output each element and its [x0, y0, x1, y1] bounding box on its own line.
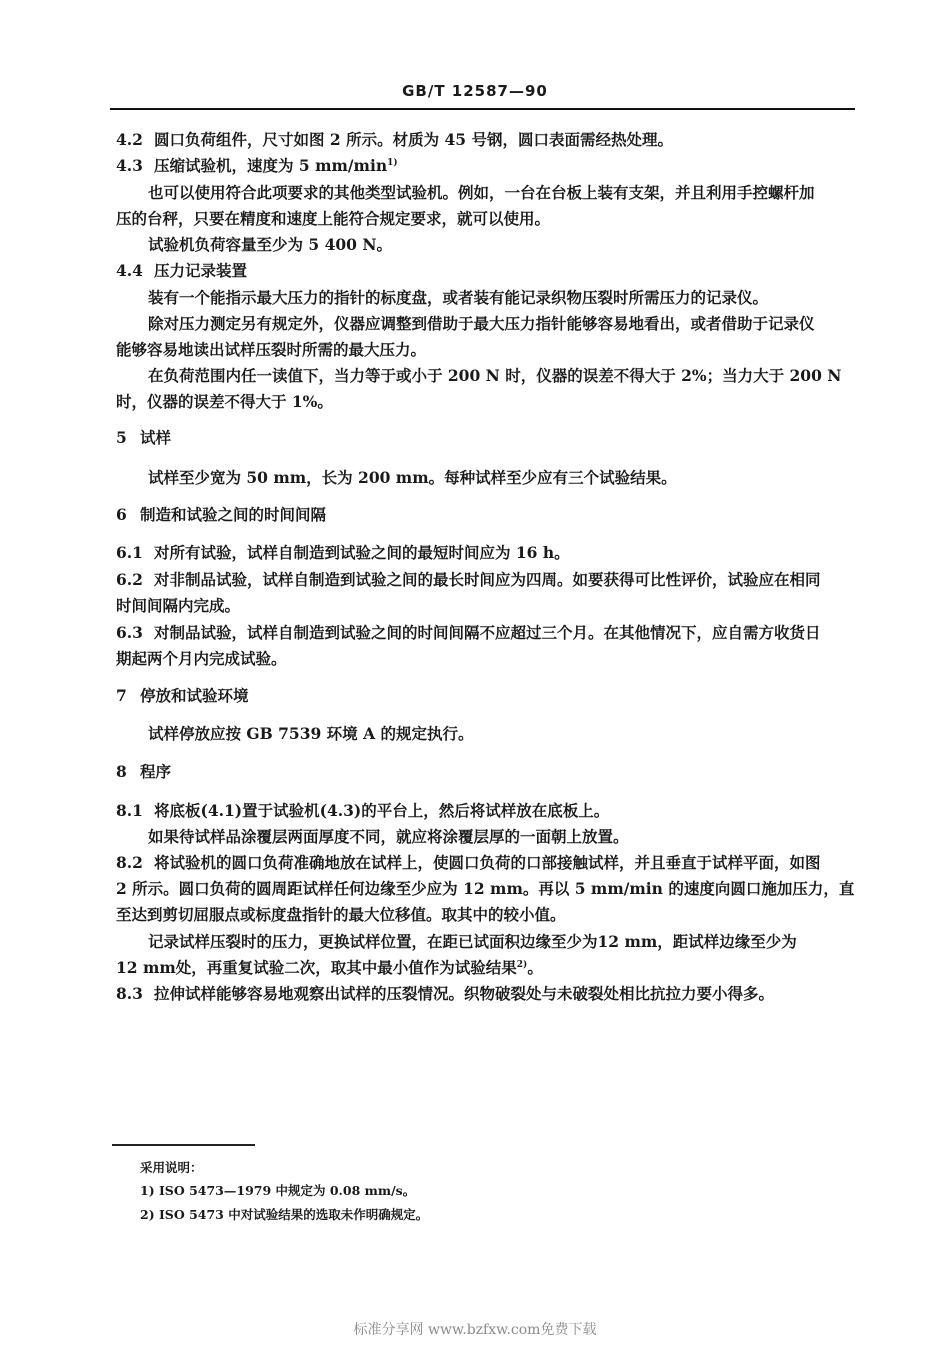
- clause-number: 4.4: [116, 261, 143, 280]
- header-rule: [110, 108, 855, 110]
- paragraph: 至达到剪切屈服点或标度盘指针的最大位移值。取其中的较小值。: [116, 905, 566, 924]
- paragraph: 试验机负荷容量至少为 5 400 N。: [148, 235, 392, 254]
- standard-code-header: GB/T 12587—90: [402, 82, 548, 100]
- clause-number: 4.2: [116, 130, 143, 149]
- paragraph: [116, 958, 543, 978]
- clause-6-2: [116, 570, 821, 590]
- section-number: 5: [116, 428, 127, 447]
- clause-number: 8.2: [116, 853, 143, 872]
- footnote-1: 1) ISO 5473—1979 中规定为 0.08 mm/s。: [140, 1183, 416, 1198]
- section-title: 制造和试验之间的时间间隔: [140, 505, 327, 524]
- clause-8-1: [116, 801, 609, 821]
- clause-8-2: [116, 853, 821, 873]
- footnote-ref: 1): [387, 158, 398, 168]
- clause-text: 对非制品试验，试样自制造到试验之间的最长时间应为四周。如要获得可比性评价，试验应在相同: [154, 570, 821, 589]
- paragraph: 期起两个月内完成试验。: [116, 649, 287, 668]
- footnote-ref: 2): [516, 960, 528, 970]
- section-8-heading: [116, 762, 171, 782]
- footnote-title: 采用说明：: [140, 1160, 203, 1175]
- paragraph-text: 12 mm处，再重复试验二次，取其中最小值作为试验结果: [116, 958, 517, 977]
- clause-text: 拉伸试样能够容易地观察出试样的压裂情况。织物破裂处与未破裂处相比抗拉力要小得多。: [154, 984, 775, 1003]
- paragraph: 能够容易地读出试样压裂时所需的最大压力。: [116, 340, 427, 359]
- paragraph: 也可以使用符合此项要求的其他类型试验机。例如，一台在台板上装有支架，并且利用手控螺杆加: [148, 183, 815, 202]
- section-5-heading: [116, 428, 171, 448]
- section-number: 6: [116, 505, 127, 524]
- footnote-2: 2) ISO 5473 中对试验结果的选取未作明确规定。: [140, 1207, 429, 1222]
- clause-number: 6.3: [116, 623, 143, 642]
- paragraph: 试样停放应按 GB 7539 环境 A 的规定执行。: [148, 724, 474, 743]
- clause-4-4: [116, 261, 247, 281]
- paragraph: 时，仪器的误差不得大于 1%。: [116, 392, 333, 411]
- section-title: 程序: [140, 762, 172, 781]
- paragraph: 时间间隔内完成。: [116, 596, 241, 615]
- clause-text: 压力记录装置: [154, 261, 248, 280]
- clause-text: 压缩试验机，速度为 5 mm/min: [154, 156, 388, 175]
- section-number: 7: [116, 686, 127, 705]
- clause-6-3: [116, 623, 821, 643]
- clause-text: 将底板(4.1)置于试验机(4.3)的平台上，然后将试样放在底板上。: [154, 801, 610, 820]
- paragraph: 压的台秤，只要在精度和速度上能符合规定要求，就可以使用。: [116, 209, 551, 228]
- clause-text: 将试验机的圆口负荷准确地放在试样上，使圆口负荷的口部接触试样，并且垂直于试样平面，如图: [154, 853, 821, 872]
- paragraph: 除对压力测定另有规定外，仪器应调整到借助于最大压力指针能够容易地看出，或者借助于记录仪: [148, 314, 815, 333]
- clause-number: 4.3: [116, 156, 143, 175]
- watermark-footer: 标准分享网 www.bzfxw.com免费下载: [353, 1322, 597, 1338]
- paragraph-end: 。: [527, 958, 543, 977]
- clause-4-2: [116, 130, 673, 150]
- clause-number: 8.3: [116, 984, 143, 1003]
- clause-4-3: [116, 156, 398, 176]
- footnote-rule: [112, 1144, 255, 1146]
- clause-text: 对所有试验，试样自制造到试验之间的最短时间应为 16 h。: [154, 543, 570, 562]
- paragraph: 在负荷范围内任一读值下，当力等于或小于 200 N 时，仪器的误差不得大于 2%；当力大于 200 N: [148, 366, 842, 385]
- paragraph: 记录试样压裂时的压力，更换试样位置，在距已试面积边缘至少为12 mm，距试样边缘至少为: [148, 932, 797, 951]
- section-title: 停放和试验环境: [140, 686, 249, 705]
- paragraph: 试样至少宽为 50 mm，长为 200 mm。每种试样至少应有三个试验结果。: [148, 468, 677, 487]
- clause-text: 圆口负荷组件，尺寸如图 2 所示。材质为 45 号钢，圆口表面需经热处理。: [154, 130, 673, 149]
- section-title: 试样: [140, 428, 172, 447]
- clause-text: 对制品试验，试样自制造到试验之间的时间间隔不应超过三个月。在其他情况下，应自需方收货日: [154, 623, 821, 642]
- clause-number: 6.2: [116, 570, 143, 589]
- paragraph: 2 所示。圆口负荷的圆周距试样任何边缘至少应为 12 mm。再以 5 mm/min 的速度向圆口施加压力，直: [116, 879, 855, 898]
- clause-number: 6.1: [116, 543, 143, 562]
- section-number: 8: [116, 762, 127, 781]
- paragraph: 如果待试样品涂覆层两面厚度不同，就应将涂覆层厚的一面朝上放置。: [148, 827, 629, 846]
- clause-8-3: [116, 984, 774, 1004]
- clause-6-1: [116, 543, 570, 563]
- section-7-heading: [116, 686, 249, 706]
- section-6-heading: [116, 505, 326, 525]
- clause-number: 8.1: [116, 801, 143, 820]
- paragraph: 装有一个能指示最大压力的指针的标度盘，或者装有能记录织物压裂时所需压力的记录仪。: [148, 288, 769, 307]
